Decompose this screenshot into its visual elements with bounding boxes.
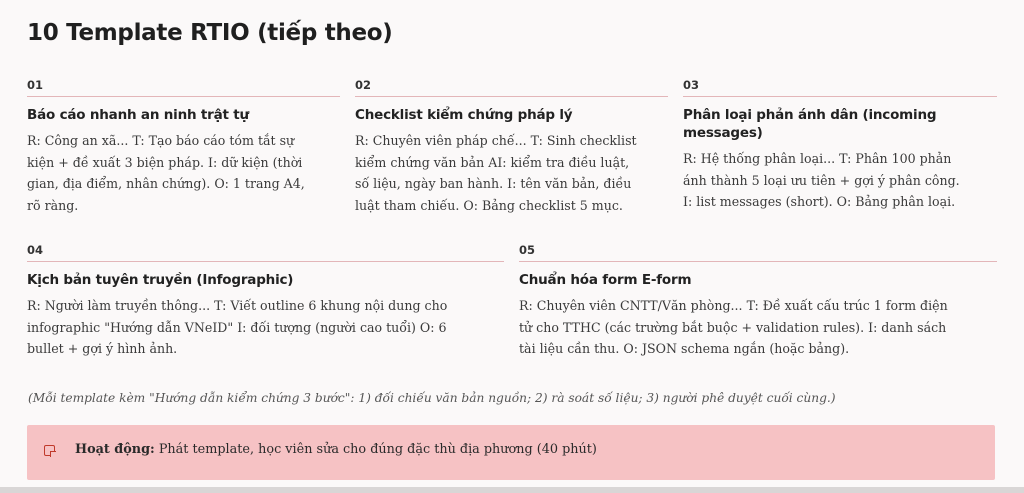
- card-line: R: Chuyên viên CNTT/Văn phòng... T: Đề xuất cấu trúc 1 form điện: [519, 298, 948, 313]
- card-number: 01: [27, 78, 340, 97]
- activity-description: Phát template, học viên sửa cho đúng đặc thù địa phương (40 phút): [154, 442, 597, 457]
- card-line: R: Người làm truyền thông... T: Viết outline 6 khung nội dung cho: [27, 298, 448, 313]
- card-title-line: messages): [683, 125, 763, 141]
- card-number: 03: [683, 78, 997, 97]
- card-number: 04: [27, 243, 504, 262]
- card-body: [683, 148, 997, 213]
- card-line: số liệu, ngày ban hành. I: tên văn bản, điều: [355, 176, 632, 191]
- card-title: Kịch bản tuyên truyền (Infographic): [27, 272, 294, 288]
- card-title: Báo cáo nhanh an ninh trật tự: [27, 107, 249, 123]
- card-title: Checklist kiểm chứng pháp lý: [355, 107, 573, 123]
- card-line: luật tham chiếu. O: Bảng checklist 5 mục.: [355, 197, 623, 213]
- card-line: R: Chuyên viên pháp chế... T: Sinh checklist: [355, 133, 637, 148]
- note-icon: [44, 445, 55, 456]
- card-body: [519, 295, 997, 360]
- card-line: tài liệu cần thu. O: JSON schema ngắn (hoặc bảng).: [519, 341, 850, 356]
- card-line: rõ ràng.: [27, 197, 79, 213]
- card-title: Chuẩn hóa form E-form: [519, 272, 692, 288]
- activity-text: [75, 442, 597, 457]
- template-card-03: [683, 78, 997, 213]
- card-title-line: Phân loại phản ánh dân (incoming: [683, 107, 937, 123]
- card-line: gian, địa điểm, nhân chứng). O: 1 trang A4,: [27, 176, 305, 191]
- card-body: [355, 130, 668, 216]
- page-title: 10 Template RTIO (tiếp theo): [27, 20, 393, 46]
- template-card-02: [355, 78, 668, 216]
- card-line: kiện + đề xuất 3 biện pháp. I: dữ kiện (thời: [27, 154, 303, 170]
- card-title: [683, 106, 997, 142]
- card-number: 02: [355, 78, 668, 97]
- card-line: I: list messages (short). O: Bảng phân loại.: [683, 194, 956, 209]
- card-line: tử cho TTHC (các trường bắt buộc + validation rules). I: danh sách: [519, 319, 947, 335]
- card-line: kiểm chứng văn bản AI: kiểm tra điều luật,: [355, 154, 630, 170]
- card-number: 05: [519, 243, 997, 262]
- bottom-bar: [0, 487, 1024, 493]
- card-line: ánh thành 5 loại ưu tiên + gợi ý phân công.: [683, 172, 960, 188]
- card-body: [27, 130, 340, 216]
- verification-note: (Mỗi template kèm "Hướng dẫn kiểm chứng 3 bước": 1) đối chiếu văn bản nguồn; 2) rà soát số liệu; 3) người phê duyệt cuối cùng.): [28, 391, 836, 405]
- card-line: R: Hệ thống phân loại... T: Phân 100 phản: [683, 151, 952, 166]
- template-card-01: [27, 78, 340, 216]
- template-card-04: [27, 243, 504, 360]
- card-line: infographic "Hướng dẫn VNeID" I: đối tượng (người cao tuổi) O: 6: [27, 319, 447, 335]
- template-card-05: [519, 243, 997, 360]
- card-body: [27, 295, 504, 360]
- activity-label: Hoạt động:: [75, 442, 155, 457]
- card-line: R: Công an xã... T: Tạo báo cáo tóm tắt sự: [27, 133, 295, 148]
- activity-callout: [27, 425, 995, 480]
- card-line: bullet + gợi ý hình ảnh.: [27, 341, 178, 356]
